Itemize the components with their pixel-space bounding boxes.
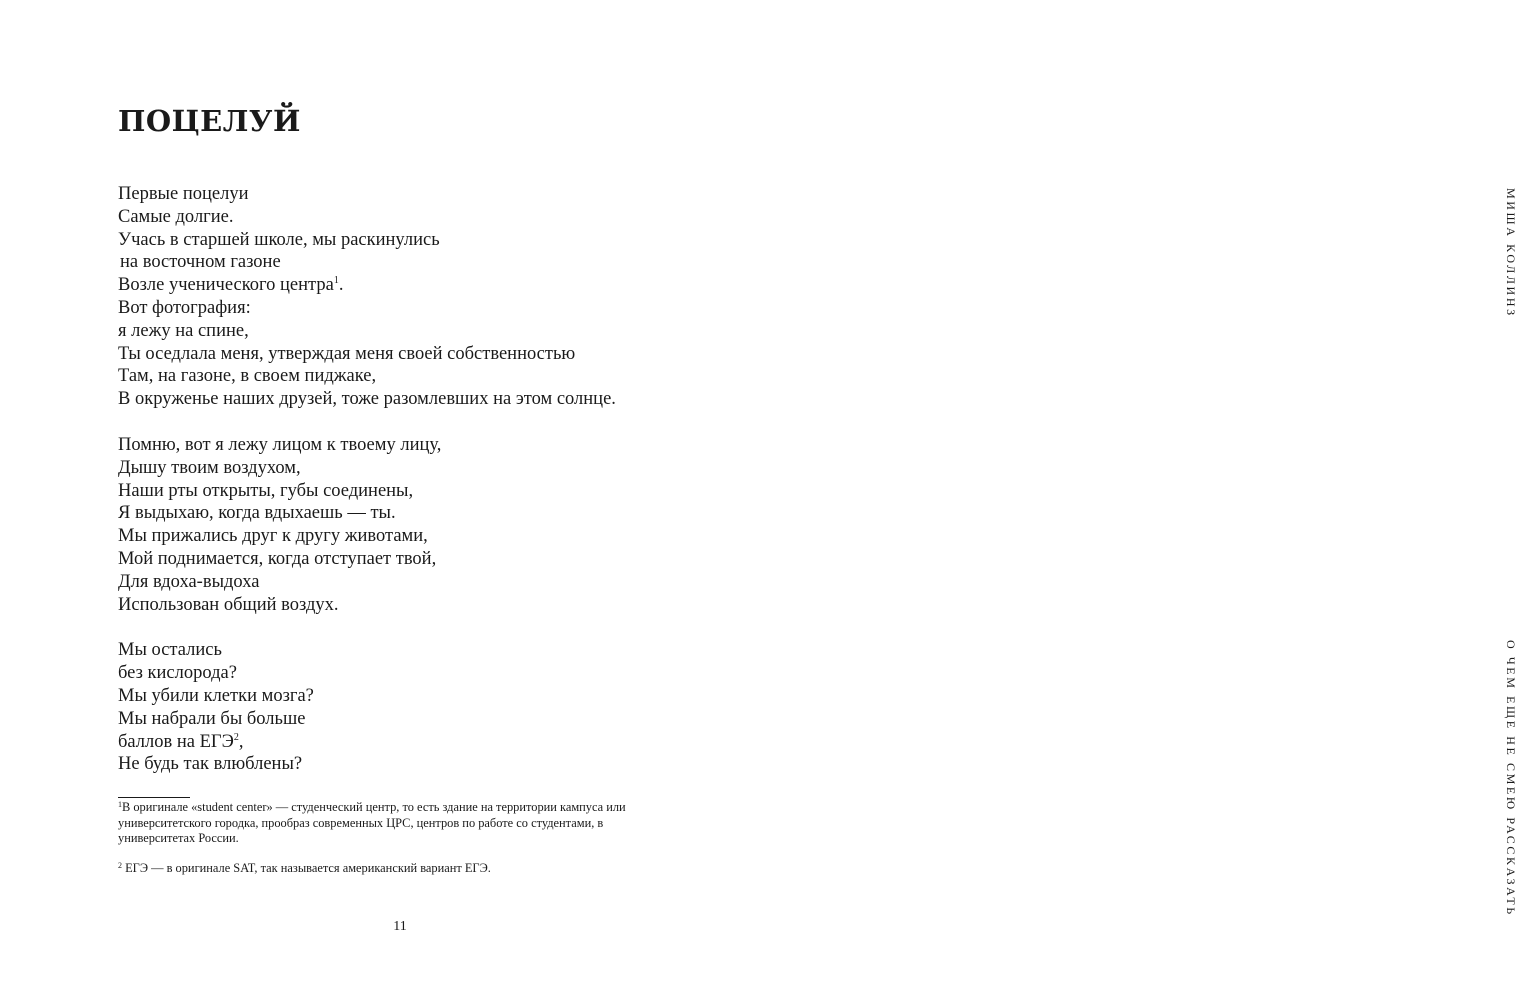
poem-line-text: Помню, вот я лежу лицом к твоему лицу, (118, 434, 442, 455)
running-head-book-title: О ЧЕМ ЕЩЕ НЕ СМЕЮ РАССКАЗАТЬ (1504, 640, 1518, 917)
poem-line (118, 753, 698, 776)
footnote-divider (118, 797, 190, 798)
poem-line (118, 639, 698, 662)
poem-line-text: Мы остались (118, 640, 222, 661)
poem-line-text: Мы убили клетки мозга? (118, 685, 314, 706)
poem-line (118, 251, 698, 274)
poem-line-text: Для вдоха-выдоха (118, 571, 260, 592)
poem-line-text: я лежу на спине, (118, 320, 249, 341)
footnote (118, 861, 663, 877)
footnote-mark: 1 (118, 800, 122, 809)
poem-line-text: Я выдыхаю, когда вдыхаешь — ты. (118, 503, 396, 524)
poem-line-text: на восточном газоне (120, 252, 281, 273)
poem-line-punctuation: . (338, 275, 344, 296)
poem-line-text: Использован общий воздух. (118, 594, 339, 615)
poem-line (118, 343, 698, 366)
page-number: 11 (393, 919, 407, 934)
poem-line (118, 434, 698, 457)
poem-line (118, 206, 698, 229)
footnote-mark: 2 (118, 860, 122, 870)
footnote-reference: 2 (233, 731, 239, 743)
poem-line-text: Вот фотография: (118, 297, 251, 318)
stanza (118, 183, 698, 411)
poem-line (118, 183, 698, 206)
poem-line-text: Учась в старшей школе, мы раскинулись (118, 229, 440, 250)
poem-line (118, 731, 698, 754)
poem-line (118, 548, 698, 571)
poem-line-text: баллов на ЕГЭ (118, 731, 234, 752)
poem-line (118, 297, 698, 320)
poem-line-punctuation: , (238, 731, 244, 752)
poem-line (118, 685, 698, 708)
poem-line (118, 708, 698, 731)
poem-body (118, 183, 698, 799)
poem-line (118, 274, 698, 297)
poem-line-text: Мы прижались друг к другу животами, (118, 526, 428, 547)
stanza (118, 434, 698, 616)
poem-line-text: Мы набрали бы больше (118, 708, 306, 729)
poem-line-text: Наши рты открыты, губы соединены, (118, 480, 414, 501)
poem-line (118, 480, 698, 503)
poem-line (118, 457, 698, 480)
poem-line (118, 525, 698, 548)
poem-line (118, 662, 698, 685)
poem-line (118, 571, 698, 594)
poem-line (118, 320, 698, 343)
poem-line (118, 594, 698, 617)
poem-line-text: Мой поднимается, когда отступает твой, (118, 548, 437, 569)
poem-line-text: без кислорода? (118, 663, 237, 684)
poem-line-text: Ты оседлала меня, утверждая меня своей собственностью (118, 343, 576, 364)
poem-line-text: В окруженье наших друзей, тоже разомлевших на этом солнце. (118, 389, 616, 410)
poem-line-text: Самые долгие. (118, 206, 234, 227)
running-head-author: МИША КОЛЛИНЗ (1504, 188, 1518, 318)
poem-line-text: Первые поцелуи (118, 184, 249, 204)
footnotes (118, 800, 663, 890)
poem-line-text: Там, на газоне, в своем пиджаке, (118, 366, 377, 387)
poem-line (118, 388, 698, 411)
footnote-reference: 1 (333, 275, 339, 287)
poem-line (118, 229, 698, 252)
footnote-text: ЕГЭ — в оригинале SAT, так называется американский вариант ЕГЭ. (122, 860, 491, 875)
poem-line (118, 502, 698, 525)
poem-line-text: Дышу твоим воздухом, (118, 457, 301, 478)
poem-line-text: Не будь так влюблены? (118, 754, 303, 775)
poem-title: ПОЦЕЛУЙ (118, 104, 301, 138)
poem-line (118, 365, 698, 388)
poem-line-text: Возле ученического центра (118, 275, 334, 296)
footnote-text: В оригинале «student center» — студенческий центр, то есть здание на территории кампуса или университетского городка, прообраз современных ЦРС, центров по работе со студентами, в университетах России. (118, 800, 626, 845)
stanza (118, 639, 698, 776)
footnote (118, 800, 663, 847)
